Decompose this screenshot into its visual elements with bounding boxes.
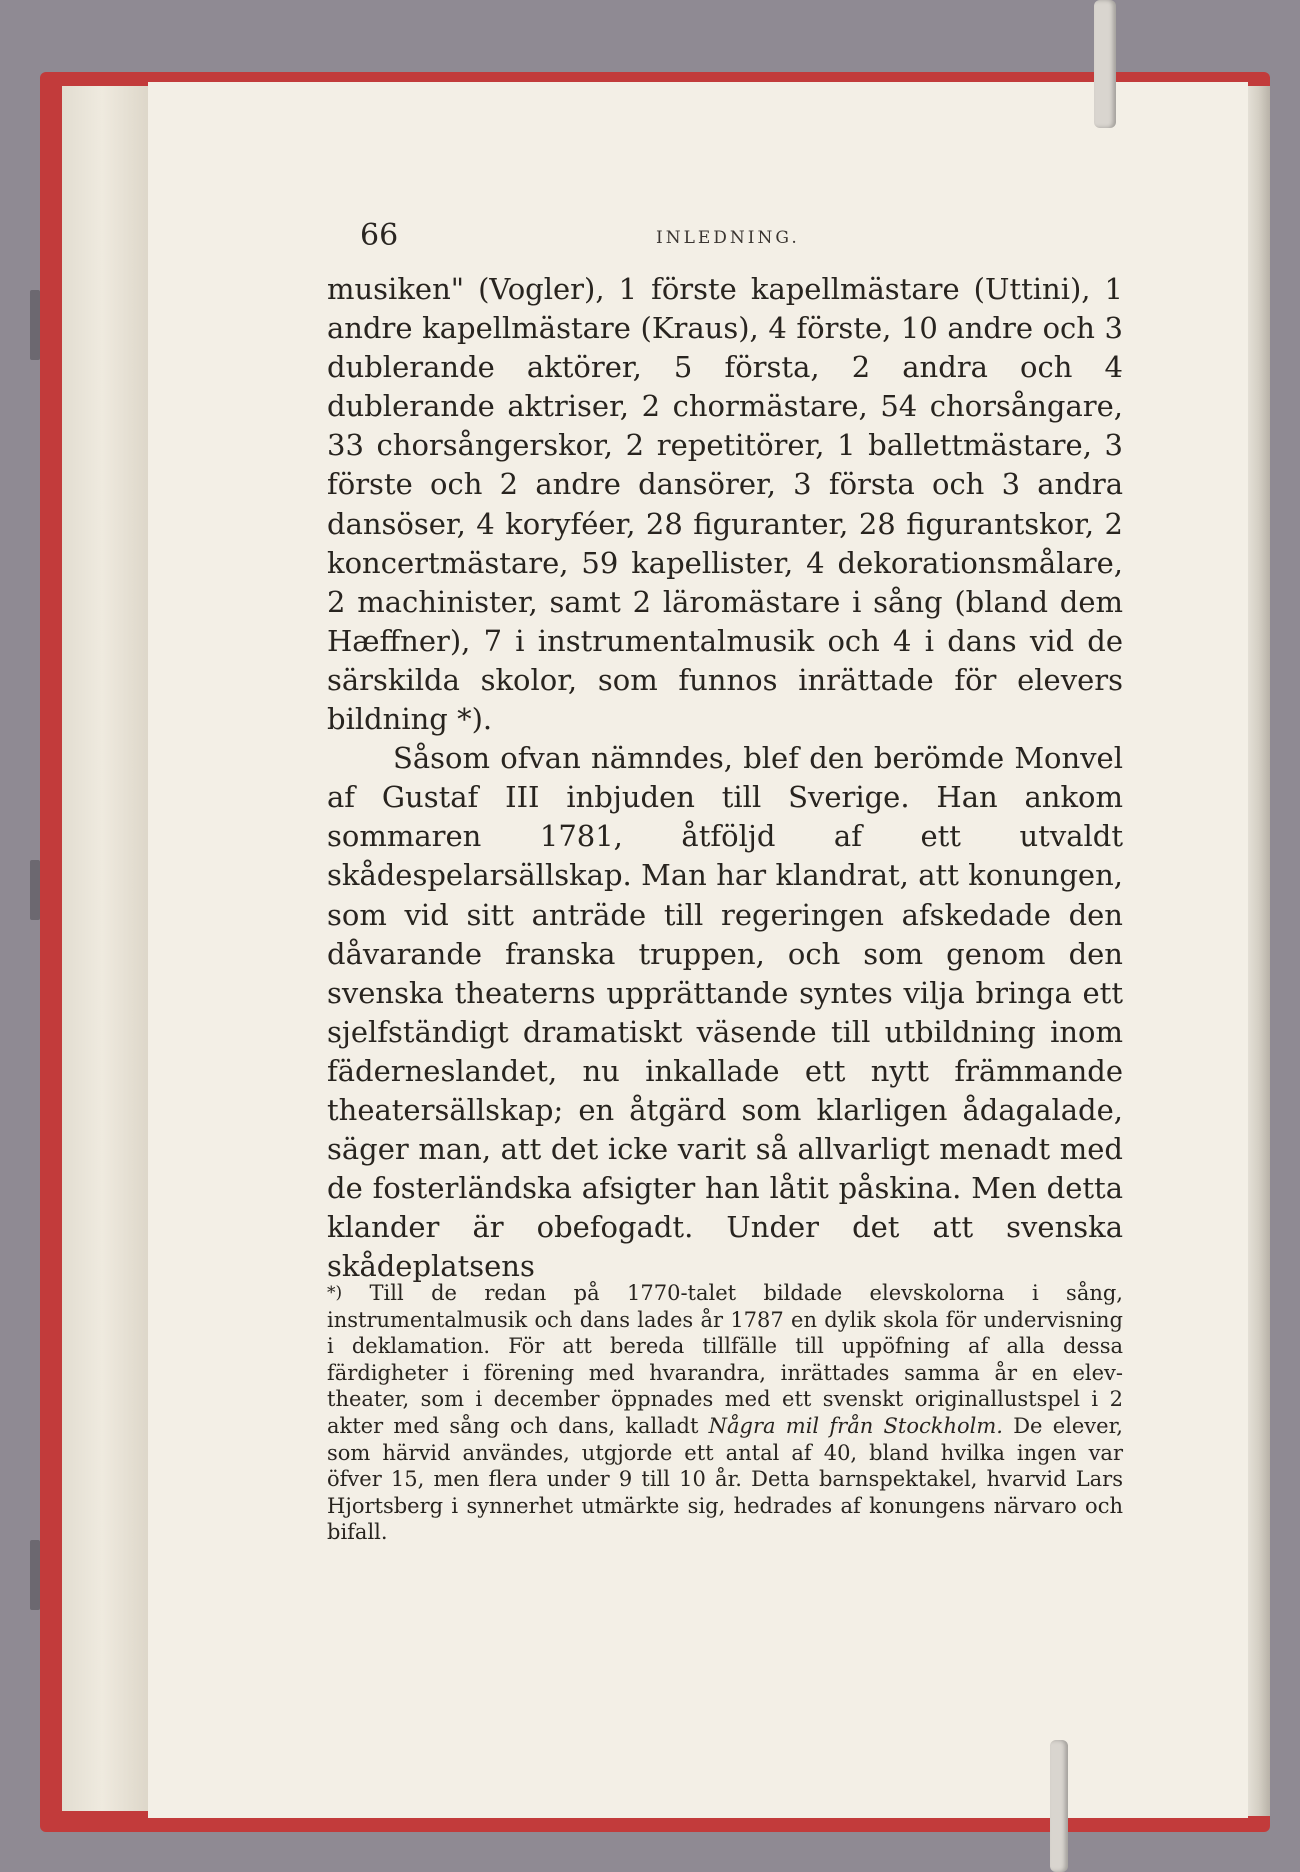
footnote-text: De elever, som härvid användes, utgjorde ett antal af 40, bland hvilka ingen var öfver 15, men flera under 9 till 10 år. Detta barnspektakel, hvarvid Lars Hjortsberg i synnerhet utmärkte sig, hedrades af konungens närvaro och bifall. [327, 1413, 1123, 1545]
page-clip-top [1094, 0, 1116, 128]
side-tab [30, 290, 40, 360]
footnote-text: Till de redan på 1770-talet bildade elevskolorna i sång, instrumentalmusik och dans lades år 1787 en dylik skola för undervisning i deklamation. För att bereda tillfälle till uppöfning af alla dessa färdigheter i förening med hvarandra, inrättades samma år en elev-theater, som i december öppnades med ett svenskt originallustspel i 2 akter med sång och dans, kalladt [327, 1281, 1123, 1438]
page-number: 66 [360, 218, 399, 253]
footnote [327, 1280, 1123, 1546]
paragraph: musiken" (Vogler), 1 förste kapellmästare (Uttini), 1 andre kapellmästare (Kraus), 4 förste, 10 andre och 3 dublerande aktörer, 5 första, 2 andra och 4 dublerande aktriser, 2 chormästare, 54 chorsångare, 33 chorsångerskor, 2 repetitörer, 1 ballettmästare, 3 förste och 2 andre dansörer, 3 första och 3 andra dansöser, 4 koryféer, 28 figuranter, 28 figurantskor, 2 koncertmästare, 59 kapellister, 4 dekorationsmålare, 2 machinister, samt 2 läromästare i sång (bland dem Hæffner), 7 i instrumentalmusik och 4 i dans vid de särskilda skolor, som funnos inrättade för elevers bildning *). [327, 272, 1123, 737]
running-head: INLEDNING. [656, 228, 800, 248]
side-tab [30, 1540, 40, 1610]
page-header [0, 218, 1300, 258]
footnote-marker: *) [327, 1283, 343, 1303]
side-tab [30, 860, 40, 920]
paragraph: Såsom ofvan nämndes, blef den berömde Monvel af Gustaf III inbjuden till Sverige. Han ankom sommaren 1781, åtföljd af ett utvaldt skådespelarsällskap. Man har klandrat, att konungen, som vid sitt anträde till regeringen afskedade den dåvarande franska truppen, och som genom den svenska theaterns upprättande syntes vilja bringa ett sjelfständigt dramatiskt väsende till utbildning inom fäderneslandet, nu inkallade ett nytt främmande theatersällskap; en åtgärd som klarligen ådagalade, säger man, att det icke varit så allvarligt menadt med de fosterländska afsigter han låtit påskina. Men detta klander är obefogadt. Under det att svenska skådeplatsens [327, 741, 1123, 1284]
page-block-edge [62, 86, 162, 1811]
page-clip-bottom [1050, 1740, 1068, 1872]
footnote-italic-title: Några mil från Stockholm. [708, 1413, 1003, 1438]
body-text [327, 270, 1123, 1286]
